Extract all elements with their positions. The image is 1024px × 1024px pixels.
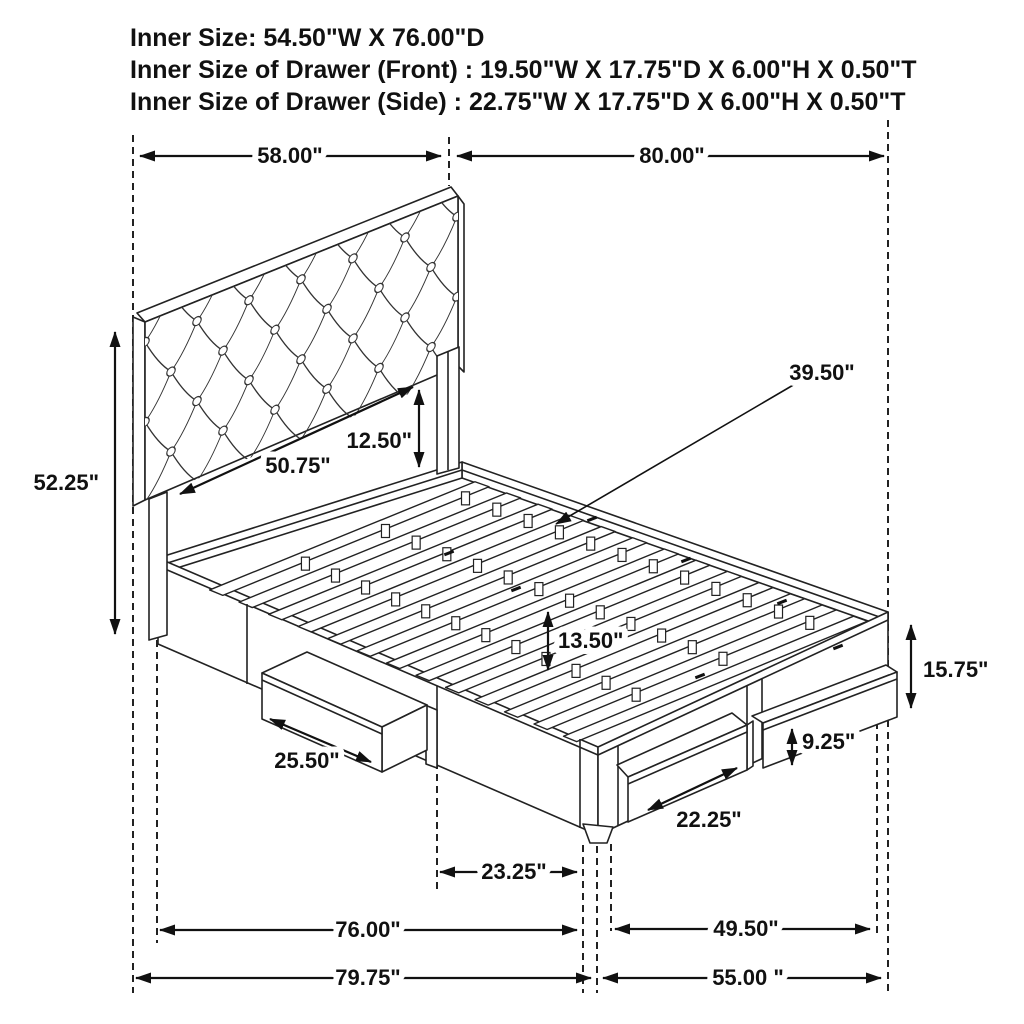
- dim-label-leg-to-drawer-back: 23.25": [481, 859, 547, 884]
- slat-support-block: [462, 492, 470, 505]
- slat-support-block: [452, 617, 460, 630]
- dim-label-side-rail-length: 76.00": [335, 917, 401, 942]
- dim-label-overall-length: 79.75": [335, 965, 401, 990]
- slat-support-block: [362, 581, 370, 594]
- slat-support-block: [618, 548, 626, 561]
- slat-support-block: [602, 676, 610, 689]
- slat-support-block: [512, 641, 520, 654]
- dim-label-headboard-width: 58.00": [257, 143, 323, 168]
- slat-support-block: [535, 583, 543, 596]
- slat-support-block: [688, 641, 696, 654]
- slat-support-block: [493, 503, 501, 516]
- slat-support-block: [632, 688, 640, 701]
- slat-support-block: [587, 537, 595, 550]
- slat-support-block: [504, 571, 512, 584]
- slat-support-block: [596, 606, 604, 619]
- headboard-left-edge: [133, 317, 145, 506]
- slat-support-block: [719, 652, 727, 665]
- dim-label-rail-inner-height: 13.50": [558, 628, 624, 653]
- headboard-leg-left: [149, 492, 167, 640]
- dim-label-front-drawer-front: 22.25": [676, 807, 742, 832]
- dim-label-slat-length: 39.50": [789, 360, 855, 385]
- slat-support-block: [482, 629, 490, 642]
- dim-label-headboard-height: 52.25": [33, 470, 99, 495]
- dim-label-panel-to-rail: 12.50": [346, 428, 412, 453]
- dim-label-front-drawer-height: 9.25": [802, 729, 856, 754]
- dim-label-front-drawer-span: 49.50": [713, 916, 779, 941]
- slat-support-block: [658, 629, 666, 642]
- dim-label-platform-height: 15.75": [923, 657, 989, 682]
- slat-support-block: [422, 605, 430, 618]
- slat-support-block: [681, 571, 689, 584]
- title-line-2: Inner Size of Drawer (Front) : 19.50"W X 17.75"D X 6.00"H X 0.50"T: [130, 56, 917, 84]
- slat-support-block: [566, 594, 574, 607]
- dim-label-foot-width: 55.00 ": [712, 965, 784, 990]
- title-line-3: Inner Size of Drawer (Side) : 22.75"W X 17.75"D X 6.00"H X 0.50"T: [130, 88, 906, 116]
- dim-label-length-top: 80.00": [639, 143, 705, 168]
- slat-support-block: [412, 536, 420, 549]
- slat-support-block: [474, 559, 482, 572]
- slat-support-block: [743, 594, 751, 607]
- slat-support-block: [524, 514, 532, 527]
- slat-support-block: [649, 560, 657, 573]
- headboard-right-edge: [458, 196, 464, 372]
- dim-label-panel-width: 50.75": [265, 453, 331, 478]
- slat-support-block: [392, 593, 400, 606]
- slat-support-block: [775, 605, 783, 618]
- title-line-1: Inner Size: 54.50"W X 76.00"D: [130, 24, 485, 52]
- slat-support-block: [627, 617, 635, 630]
- slat-support-block: [301, 557, 309, 570]
- slat-support-block: [332, 569, 340, 582]
- slat-support-block: [381, 524, 389, 537]
- front-drawer1-side: [747, 721, 753, 770]
- slat-support-block: [712, 582, 720, 595]
- slat-support-block: [806, 616, 814, 629]
- slat-support-block: [572, 664, 580, 677]
- dim-label-side-drawer-front: 25.50": [274, 748, 340, 773]
- slat-support-block: [555, 526, 563, 539]
